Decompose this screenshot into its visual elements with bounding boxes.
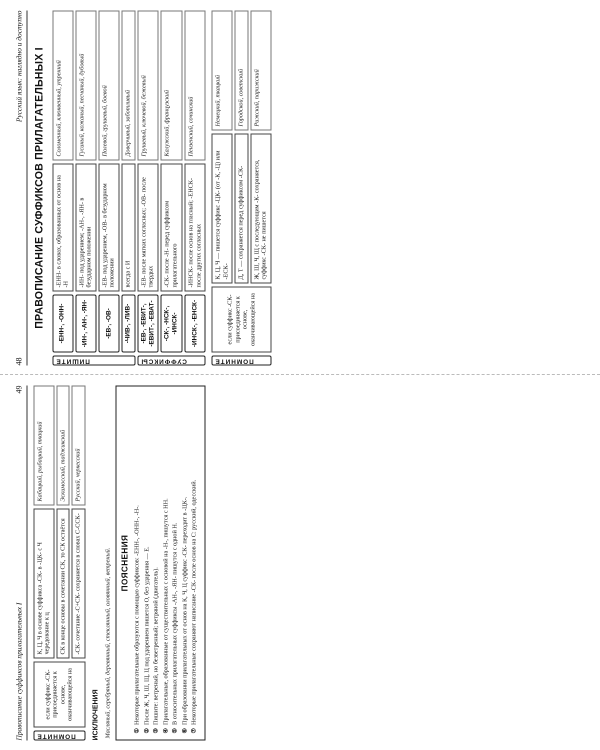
note-item bbox=[133, 392, 141, 733]
note-item bbox=[143, 392, 151, 733]
notes-box bbox=[115, 385, 205, 740]
example-cell: Доверчивый, заботливый bbox=[121, 10, 135, 160]
note-text: После Ж, Ч, Ш, Щ, Ц под ударением пишется О, без ударения — Е. bbox=[142, 545, 150, 725]
example-cell: Эскимосский, таджикский bbox=[56, 385, 70, 505]
note-item bbox=[181, 392, 189, 733]
note-text: Прилагательные, образованные от существительных с основой на -Н-, пишутся с НН. bbox=[161, 497, 169, 725]
example-cell: Русский, черкесский bbox=[71, 385, 85, 505]
rule-cell: -ИНСК- после основ на гласный; -ЕНСК- после других согласных bbox=[184, 163, 205, 291]
exceptions-label: ИСКЛЮЧЕНИЯ bbox=[92, 688, 99, 740]
note-item bbox=[152, 392, 160, 733]
remember-column-text: ПОМНИТЕ bbox=[214, 357, 254, 365]
right-page-header bbox=[14, 385, 27, 740]
rule-cell: -ИН- под ударением; -АН-, -ЯН- в безударном положении bbox=[75, 163, 96, 291]
note-item bbox=[171, 392, 179, 733]
note-number: ⑦ bbox=[190, 727, 198, 733]
running-head-right: Правописание суффиксов прилагательных I bbox=[14, 602, 24, 740]
page-number-right: 49 bbox=[14, 385, 23, 393]
remember-table-left bbox=[211, 10, 271, 365]
note-text: Некоторые прилагательные образуются с помощью суффиксов: -ЕНН-, -ОНН-, -Н-. bbox=[133, 504, 141, 725]
example-cell: Калужский, французский bbox=[160, 10, 182, 160]
rule-cell: -СК- после -Н- перед суффиксом прилагательного bbox=[160, 163, 182, 291]
rule-cell: К, Ц, Ч в основе суффикса -СК- в -ЦК- с Ч чередование к ц bbox=[33, 508, 54, 658]
note-text: Некоторые прилагательные сохраняют написание -СК- после основ на С: русский, одесский. bbox=[190, 479, 198, 725]
notes-title: ПОЯСНЕНИЯ bbox=[120, 534, 130, 591]
right-page-content bbox=[0, 375, 600, 750]
suffix-column-label bbox=[137, 355, 205, 365]
rule-cell: -ЕВ- под ударением, -ОВ- в безударном положении bbox=[98, 163, 119, 291]
condition-cell: если суффикс -СК- присоединяется к основе, оканчивающейся на bbox=[211, 286, 271, 352]
note-text: При образовании прилагательных от основ на К, Ч, Ц суффикс -СК- переходит в -ЦК-. bbox=[180, 496, 188, 725]
suffix-column-text: СУФФИКСЫ bbox=[139, 357, 187, 365]
example-cell: Гусиный, кожаный, песчаный, дубовый bbox=[75, 10, 96, 160]
running-head-left: Русский язык: наглядно и доступно bbox=[14, 10, 24, 122]
example-cell: Пензенский, сочинский bbox=[184, 10, 205, 160]
rule-cell: -ЕНН- в словах, образованных от основ на -Н bbox=[52, 163, 73, 291]
note-number: ① bbox=[133, 727, 141, 733]
write-column-label bbox=[52, 355, 135, 365]
remember-column-label bbox=[211, 355, 271, 365]
suffix-cell: -СК-, -НСК-, -ИНСК- bbox=[160, 294, 182, 352]
remember-table-right bbox=[33, 385, 85, 740]
example-cell: Немецкий, ткацкий bbox=[211, 10, 232, 130]
note-item bbox=[162, 392, 170, 733]
rule-cell: К, Ц, Ч — пишется суффикс -ЦК- (от -К, -Ц) или -ЕСК- bbox=[211, 133, 232, 283]
page-number-left: 48 bbox=[14, 357, 23, 365]
rule-cell: всегда с И bbox=[121, 163, 135, 291]
write-column-text: ПИШИТЕ bbox=[54, 357, 90, 365]
condition-cell: если суффикс -СК- присоединяется к основе, оканчивающейся на bbox=[33, 661, 85, 727]
note-number: ⑤ bbox=[171, 727, 179, 733]
rule-cell: -СК- сочетание -С+СК- сохраняется в словах С-ССК- bbox=[71, 508, 85, 658]
suffix-cell: -ИНСК-, -ЕНСК- bbox=[184, 294, 205, 352]
suffix-cell: -ИН-, -АН-, -ЯН- bbox=[75, 294, 96, 352]
suffix-cell: -ЕНН-, -ОНН- bbox=[52, 294, 73, 352]
rule-cell: СК в конце основы в сочетании СК, то СК остаётся bbox=[56, 508, 70, 658]
example-cell: Городской, советский bbox=[234, 10, 248, 130]
rule-cell: Д, Т — сохраняется перед суффиксом -СК- bbox=[234, 133, 248, 283]
suffix-cell: -ЕВ-, -ЕВИТ-, -ЕВИТ-, -ЕВАТ- bbox=[137, 294, 159, 352]
note-text: Пишите: ветреный, но безветренный; ветряной (двигатель). bbox=[152, 566, 160, 725]
note-item bbox=[190, 392, 198, 733]
page-title: ПРАВОПИСАНИЕ СУФФИКСОВ ПРИЛАГАТЕЛЬНЫХ I bbox=[32, 46, 45, 329]
example-cell: Полевой, грушевый, боевой bbox=[98, 10, 119, 160]
note-text: В относительных прилагательных суффиксы -АН-, -ЯН- пишутся с одной Н. bbox=[171, 522, 179, 725]
example-cell: Соломенный, клюквенный, утренний bbox=[52, 10, 73, 160]
note-number: ④ bbox=[161, 727, 169, 733]
rule-cell: Ж, Ш, Ч, Щ с последующим -К- сохраняется, суффикс -СК- не пишется bbox=[250, 133, 271, 283]
example-cell: Кабацкий, рыбацкий, ткацкий bbox=[33, 385, 54, 505]
note-number: ③ bbox=[152, 727, 160, 733]
suffix-table bbox=[52, 10, 206, 365]
remember-column-label bbox=[33, 730, 85, 740]
note-number: ⑥ bbox=[180, 727, 188, 733]
suffix-cell: -ЧИВ-, -ЛИВ- bbox=[121, 294, 135, 352]
right-page bbox=[0, 375, 600, 750]
remember-column-text: ПОМНИТЕ bbox=[35, 732, 76, 740]
rule-cell: -ЕВ- после мягких согласных; -ОВ- после твердых bbox=[137, 163, 159, 291]
example-cell: Грушевый, ключевой, бежевый bbox=[137, 10, 159, 160]
example-cell: Рижский, парижский bbox=[250, 10, 271, 130]
suffix-cell: -ЕВ-, -ОВ- bbox=[98, 294, 119, 352]
left-page-header bbox=[14, 10, 27, 365]
note-number: ② bbox=[142, 727, 150, 733]
exceptions-text: Масляный, серебряный, деревянный, стеклянный, оловянный, ветреный. bbox=[103, 547, 111, 738]
